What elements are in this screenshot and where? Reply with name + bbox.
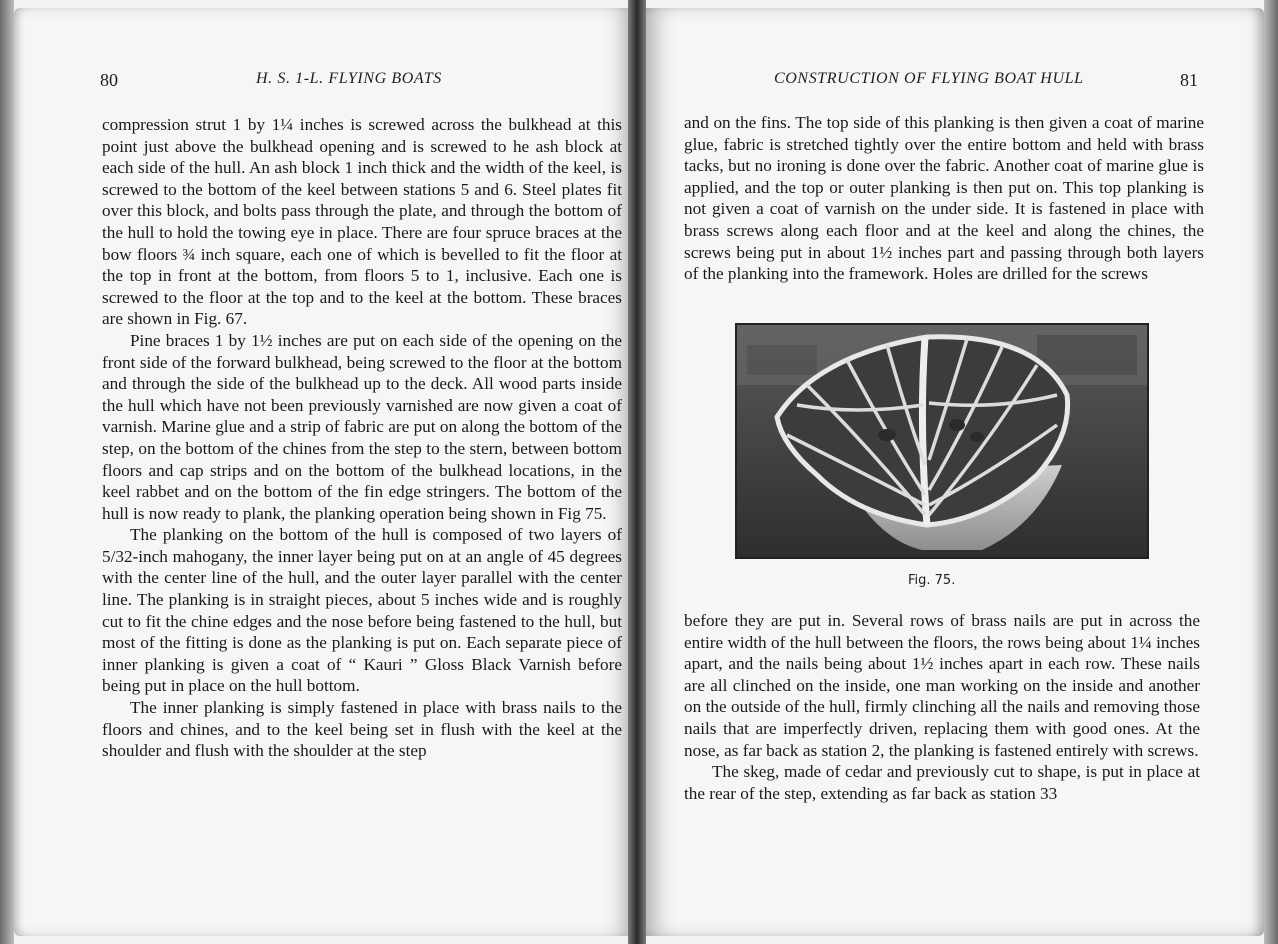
- left-page: [14, 8, 634, 936]
- right-body-text-top: [684, 112, 1204, 285]
- right-page: [640, 8, 1264, 936]
- hull-photo-illustration: [737, 325, 1147, 557]
- paragraph: before they are put in. Several rows of brass nails are put in across the entire width of the hull between the floors, the rows being about 1¼ inches apart, and the nails being about 1½ inches apart in each row. These nails are all clinched on the inside, one man working on the inside and another on the outside of the hull, firmly clinching all the nails and removing those nails that are imperfectly driven, replacing them with good ones. At the nose, as far back as station 2, the planking is fastened entirely with screws.: [684, 611, 1200, 760]
- right-page-edge: [1264, 0, 1278, 944]
- running-head-left: H. S. 1-L. FLYING BOATS: [256, 70, 442, 87]
- figure-caption: Fig. 75.: [908, 573, 956, 588]
- left-body-text: [102, 114, 622, 762]
- paragraph: The inner planking is simply fastened in place with brass nails to the floors and chines, and to the keel being set in flush with the keel at the shoulder and flush with the shoulder at the step: [102, 698, 622, 761]
- right-body-text-bottom: [684, 610, 1200, 804]
- hull-framework-photo: [735, 323, 1149, 559]
- paragraph: The planking on the bottom of the hull is composed of two layers of 5/32-inch mahogany, the inner layer being put on at an angle of 45 degrees with the center line of the hull, and the outer layer parallel with the center line. The planking is in straight pieces, about 5 inches wide and is roughly cut to fit the chine edges and the nose before being fastened to the hull, but most of the fitting is done as the planking is put on. Each separate piece of inner planking is given a coat of “ Kauri ” Gloss Black Varnish before being put in place on the hull bottom.: [102, 525, 622, 696]
- paragraph: The skeg, made of cedar and previously cut to shape, is put in place at the rear of the step, extending as far back as station 33: [684, 762, 1200, 803]
- paragraph: compression strut 1 by 1¼ inches is screwed across the bulkhead at this point just above the bulkhead opening and is screwed to he ash block at each side of the hull. An ash block 1 inch thick and the width of the keel, is screwed to the bottom of the keel between stations 5 and 6. Steel plates fit over this block, and bolts pass through the plate, and through the bottom of the hull to hold the towing eye in place. There are four spruce braces at the bow floors ¾ inch square, each one of which is bevelled to fit the floor at the top in front at the bottom, from floors 5 to 1, inclusive. Each one is screwed to the floor at the top and to the keel at the bottom. These braces are shown in Fig. 67.: [102, 115, 622, 329]
- paragraph: Pine braces 1 by 1½ inches are put on each side of the opening on the front side of the forward bulkhead, being screwed to the floor at the bottom and through the side of the bulkhead up to the deck. All wood parts inside the hull which have not been previously varnished are now given a coat of varnish. Marine glue and a strip of fabric are put on along the bottom of the step, on the bottom of the chines from the step to the stern, between bottom floors and cap strips and on the bottom of the bulkhead locations, in the keel rabbet and on the bottom of the fin edge stringers. The bottom of the hull is now ready to plank, the planking operation being shown in Fig 75.: [102, 330, 622, 523]
- page-number-left: 80: [100, 70, 118, 90]
- left-page-edge: [0, 0, 14, 944]
- page-number-right: 81: [1180, 70, 1198, 90]
- running-head-right: CONSTRUCTION OF FLYING BOAT HULL: [774, 70, 1084, 87]
- book-gutter: [628, 0, 646, 944]
- paragraph: and on the fins. The top side of this planking is then given a coat of marine glue, fabric is stretched tightly over the entire bottom and held with brass tacks, but no ironing is done over the fabric. Another coat of marine glue is applied, and the top or outer planking is then put on. This top planking is not given a coat of varnish on the under side. It is fastened in place with brass screws along each floor and at the keel and along the chines, the screws being put in about 1½ inches part and passing through both layers of the planking into the framework. Holes are drilled for the screws: [684, 113, 1204, 284]
